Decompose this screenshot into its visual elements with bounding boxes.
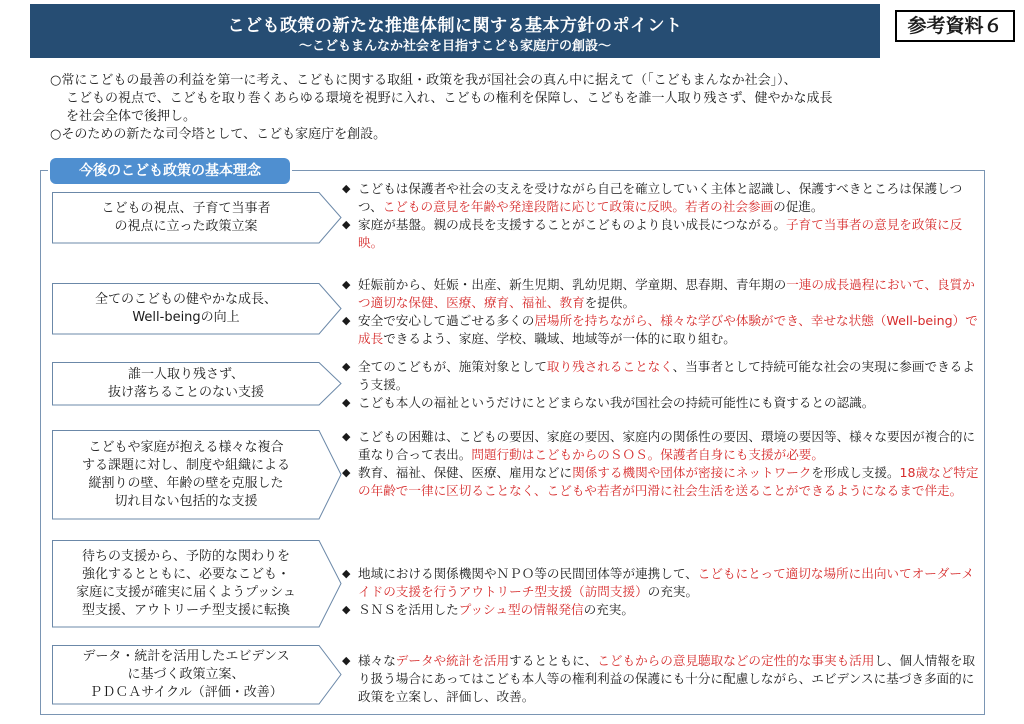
diamond-bullet-icon: ◆: [342, 278, 351, 291]
highlighted-text: 子育て当事者の意見を政策に反映。: [358, 217, 963, 250]
principle-label: [56, 645, 316, 705]
diamond-bullet-icon: ◆: [342, 182, 351, 195]
principle-label-box: [52, 362, 342, 406]
body-text: こどもの困難は、こどもの要因、家庭の要因、家庭内の関係性の要因、環境の要因等、様々な要因が複合的に重なり合って表出。: [358, 429, 976, 462]
diamond-bullet-icon: ◆: [342, 314, 351, 327]
highlighted-text: 取り残されることなく: [546, 359, 673, 374]
diamond-bullet-icon: ◆: [342, 218, 351, 231]
principle-label-line: 待ちの支援から、予防的な関わりを: [81, 549, 290, 564]
body-text: 教育、福祉、保健、医療、雇用などに: [358, 465, 573, 480]
bullet-item: [340, 464, 980, 500]
principle-label-line: こどもや家庭が抱える様々な複合: [88, 440, 284, 455]
highlighted-text: こどもにとって適切な場所に出向いてオーダーメイドの支援を行うアウトリーチ型支援（訪問支援）: [358, 566, 974, 599]
bullet-item: [340, 180, 980, 216]
bullet-item: [340, 565, 980, 601]
intro-line: ○常にこどもの最善の利益を第一に考え、こどもに関する取組・政策を我が国社会の真ん中に据えて（「こどもまんなか社会」）、: [50, 73, 797, 88]
body-text: の充実。: [647, 584, 699, 599]
body-text: ＳＮＳを活用した: [358, 602, 459, 617]
intro-line: こどもの視点で、こどもを取り巻くあらゆる環境を視野に入れ、こどもの権利を保障し、こどもを誰一人取り残さず、健やかな成長: [66, 91, 833, 106]
highlighted-text: こどもの意見を年齢や発達段階に応じて政策に反映。若者の社会参画: [382, 199, 774, 214]
principle-label-line: 家庭に支援が確実に届くようプッシュ: [76, 585, 296, 600]
principle-description: [340, 428, 980, 500]
diamond-bullet-icon: ◆: [342, 603, 351, 616]
body-text: を形成し支援。: [811, 465, 900, 480]
body-text: こども本人の福祉というだけにとどまらない我が国社会の持続可能性にも資するとの認識。: [358, 395, 875, 410]
diamond-bullet-icon: ◆: [342, 430, 351, 443]
bullet-item: [340, 276, 980, 312]
page-subtitle: ～こどもまんなか社会を目指すこども家庭庁の創設～: [298, 39, 611, 54]
principle-label: [56, 540, 316, 628]
intro-line: ○そのための新たな司令塔として、こども家庭庁を創設。: [50, 127, 387, 142]
principle-label-line: 抜け落ちることのない支援: [107, 385, 264, 400]
body-text: こどもは保護者や社会の支えを受けながら自己を確立していく主体と認識し、保護すべきところは保護しつつ、: [358, 181, 963, 214]
principle-label: [56, 430, 316, 520]
diamond-bullet-icon: ◆: [342, 466, 351, 479]
diamond-bullet-icon: ◆: [342, 654, 351, 667]
principle-label-box: [52, 283, 342, 335]
principle-label-box: [52, 430, 342, 520]
principle-label-line: 強化するとともに、必要なこども・: [81, 567, 290, 582]
reference-badge: 参考資料６: [895, 10, 1015, 42]
section-title: 今後のこども政策の基本理念: [50, 158, 290, 184]
body-text: できるよう、家庭、学校、職域、地域等が一体的に取り組む。: [383, 331, 736, 346]
bullet-item: [340, 216, 980, 252]
principle-description: [340, 652, 980, 706]
highlighted-text: こどもからの意見聴取などの定性的な事実も活用: [597, 653, 875, 668]
body-text: を提供。: [584, 295, 636, 310]
highlighted-text: 居場所を持ちながら、様々な学びや体験ができ、幸せな状態（Well-being）で成長: [358, 313, 978, 346]
principle-label-line: ＰＤＣＡサイクル（評価・改善）: [89, 685, 283, 700]
principle-label: [56, 362, 316, 406]
body-text: の促進。: [773, 199, 824, 214]
bullet-item: [340, 652, 980, 706]
body-text: 家庭が基盤。親の成長を支援することがこどものより良い成長につながる。: [358, 217, 786, 232]
body-text: するとともに、: [509, 653, 598, 668]
principle-label-line: 誰一人取り残さず、: [128, 367, 244, 382]
bullet-item: [340, 312, 980, 348]
bullet-item: [340, 358, 980, 394]
page-title: こども政策の新たな推進体制に関する基本方針のポイント: [227, 16, 683, 36]
highlighted-text: 一連の成長過程において、良質かつ適切な保健、医療、療育、福祉、教育: [358, 277, 975, 310]
principle-label-line: こどもの視点、子育て当事者: [101, 201, 271, 216]
intro-line: を社会全体で後押し。: [66, 109, 197, 124]
bullet-item: [340, 601, 980, 619]
body-text: 全てのこどもが、施策対象として: [358, 359, 547, 374]
principle-description: [340, 358, 980, 412]
principle-label-box: [52, 192, 342, 244]
body-text: 妊娠前から、妊娠・出産、新生児期、乳幼児期、学童期、思春期、青年期の: [358, 277, 787, 292]
principle-description: [340, 565, 980, 619]
principle-label-box: [52, 540, 342, 628]
body-text: 、当事者として持続可能な社会の実現に参画できるよう支援。: [358, 359, 975, 392]
bullet-item: [340, 394, 980, 412]
principle-description: [340, 180, 980, 252]
principle-label: [56, 283, 316, 335]
highlighted-text: プッシュ型の情報発信: [458, 602, 584, 617]
bullet-item: [340, 428, 980, 464]
diamond-bullet-icon: ◆: [342, 567, 351, 580]
intro-text: [50, 72, 990, 144]
diamond-bullet-icon: ◆: [342, 360, 351, 373]
diamond-bullet-icon: ◆: [342, 396, 351, 409]
principle-label-line: 型支援、アウトリーチ型支援に転換: [81, 603, 290, 618]
highlighted-text: 関係する機関や団体が密接にネットワーク: [572, 465, 812, 480]
principle-label-box: [52, 645, 342, 705]
principle-label-line: 縦割りの壁、年齢の壁を克服した: [88, 476, 284, 491]
principle-label-line: に基づく政策立案、: [127, 667, 245, 682]
title-bar: [30, 4, 880, 58]
body-text: の充実。: [583, 602, 634, 617]
principle-label-line: の視点に立った政策立案: [114, 219, 258, 234]
highlighted-text: データや統計を活用: [395, 653, 510, 668]
highlighted-text: 問題行動はこどもからのＳＯＳ。保護者自身にも支援が必要。: [471, 447, 824, 462]
principle-label-line: Well-beingの向上: [132, 310, 240, 325]
body-text: 安全で安心して過ごせる多くの: [358, 313, 535, 328]
principle-label-line: 切れ目ない包括的な支援: [114, 494, 258, 509]
highlighted-text: 18歳など特定の年齢で一律に区切ることなく、こどもや若者が円滑に社会生活を送ることができるようになるまで伴走。: [358, 465, 979, 498]
principle-label: [56, 192, 316, 244]
principle-description: [340, 276, 980, 348]
principle-label-line: 全てのこどもの健やかな成長、: [94, 292, 277, 307]
body-text: し、個人情報を取り扱う場合にあってはこども本人等の権利利益の保護にも十分に配慮しながら、エビデンスに基づき多面的に政策を立案し、評価し、改善。: [358, 653, 976, 704]
principle-label-line: データ・統計を活用したエビデンス: [82, 649, 290, 664]
body-text: 地域における関係機関やＮＰＯ等の民間団体等が連携して、: [358, 566, 698, 581]
principle-label-line: する課題に対し、制度や組織による: [81, 458, 290, 473]
body-text: 様々な: [358, 653, 396, 668]
